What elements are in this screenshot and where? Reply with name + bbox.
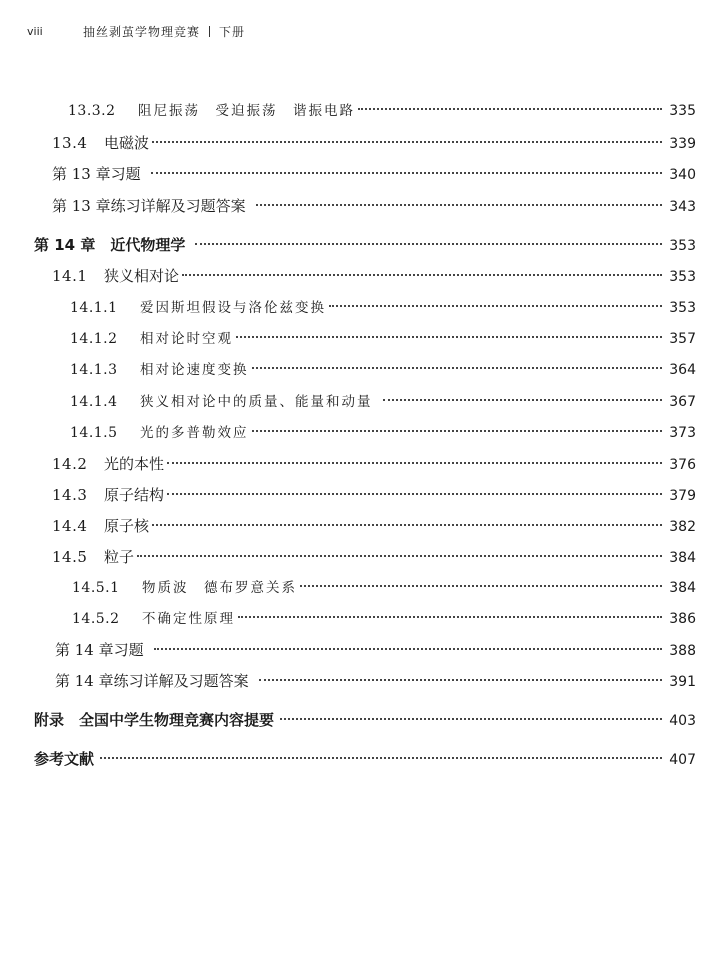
- dot-leader: [151, 172, 662, 174]
- toc-entry-title: 粒子: [104, 548, 135, 566]
- book-title: 抽丝剥茧学物理竞赛: [83, 24, 201, 39]
- toc-entry-page: 384: [669, 550, 696, 566]
- dot-leader: [195, 243, 662, 245]
- toc-entry[interactable]: [72, 576, 696, 600]
- toc-entry-title: 原子核: [104, 517, 150, 535]
- toc-entry-page: 353: [669, 269, 696, 285]
- toc-entry-number: 14.1: [52, 267, 88, 285]
- toc-entry[interactable]: [52, 545, 696, 569]
- toc-entry-page: 403: [669, 713, 696, 729]
- toc-entry-page: 335: [669, 103, 696, 119]
- toc-entry-number: 14.4: [52, 517, 88, 535]
- dot-leader: [167, 493, 662, 495]
- dot-leader: [154, 648, 662, 650]
- toc-entry-page: 339: [669, 136, 696, 152]
- toc-entry-number: 14.1.4: [70, 394, 118, 410]
- toc-entry[interactable]: [52, 162, 696, 186]
- dot-leader: [256, 204, 662, 206]
- toc-entry-page: 367: [669, 394, 696, 410]
- toc-entry-page: 373: [669, 425, 696, 441]
- toc-entry-title: 相对论时空观: [140, 331, 233, 347]
- dot-leader: [100, 757, 662, 759]
- toc-entry-page: 407: [669, 752, 696, 768]
- toc-entry-number: 14.1.5: [70, 425, 118, 441]
- toc-entry-page: 388: [669, 643, 696, 659]
- dot-leader: [252, 430, 663, 432]
- dot-leader: [252, 367, 663, 369]
- toc-entry-title: 原子结构: [104, 486, 165, 504]
- toc-entry[interactable]: [70, 296, 696, 320]
- toc-entry-title: 第 14 章习题: [55, 641, 144, 659]
- toc-entry[interactable]: [70, 327, 696, 351]
- toc-entry[interactable]: [68, 99, 696, 123]
- dot-leader: [383, 399, 663, 401]
- toc-entry-page: 382: [669, 519, 696, 535]
- toc-entry-title: 光的本性: [104, 455, 165, 473]
- toc-entry-page: 353: [669, 238, 696, 254]
- toc-entry-title: 附录 全国中学生物理竞赛内容提要: [34, 711, 275, 729]
- toc-entry[interactable]: [52, 194, 696, 218]
- toc-chapter-entry[interactable]: [34, 233, 696, 257]
- toc-entry[interactable]: [70, 390, 696, 414]
- toc-entry-page: 340: [669, 167, 696, 183]
- toc-references-entry[interactable]: [34, 747, 696, 771]
- dot-leader: [259, 679, 662, 681]
- dot-leader: [300, 585, 662, 587]
- toc-entry[interactable]: [55, 638, 696, 662]
- page-number: viii: [27, 24, 43, 38]
- dot-leader: [236, 336, 662, 338]
- toc-entry-title: 第 14 章练习详解及习题答案: [55, 672, 249, 690]
- toc-entry-page: 386: [669, 611, 696, 627]
- toc-entry-number: 14.1.3: [70, 362, 118, 378]
- toc-entry[interactable]: [52, 131, 696, 155]
- toc-entry-page: 357: [669, 331, 696, 347]
- toc-entry-number: 14.5.2: [72, 611, 120, 627]
- toc-entry-title: 不确定性原理: [142, 611, 235, 627]
- toc-entry-title: 光的多普勒效应: [140, 425, 249, 441]
- toc-entry-title: 爱因斯坦假设与洛伦兹变换: [140, 300, 326, 316]
- toc-entry-number: 13.4: [52, 134, 88, 152]
- toc-entry-page: 343: [669, 199, 696, 215]
- toc-entry-title: 狭义相对论中的质量、能量和动量: [140, 394, 373, 410]
- dot-leader: [152, 141, 662, 143]
- toc-entry-page: 391: [669, 674, 696, 690]
- toc-entry[interactable]: [70, 358, 696, 382]
- toc-entry[interactable]: [52, 452, 696, 476]
- toc-entry-title: 第 13 章习题: [52, 165, 141, 183]
- dot-leader: [182, 274, 662, 276]
- toc-entry[interactable]: [72, 607, 696, 631]
- toc-entry-page: 384: [669, 580, 696, 596]
- dot-leader: [137, 555, 662, 557]
- toc-entry-title: 参考文献: [34, 750, 95, 768]
- toc-entry-number: 14.2: [52, 455, 88, 473]
- toc-entry-number: 14.1.1: [70, 300, 118, 316]
- toc-entry-title: 电磁波: [104, 134, 150, 152]
- toc-entry-title: 相对论速度变换: [140, 362, 249, 378]
- toc-entry[interactable]: [55, 669, 696, 693]
- toc-entry-title: 第 14 章 近代物理学: [34, 236, 186, 254]
- toc-entry-number: 13.3.2: [68, 103, 116, 119]
- toc-appendix-entry[interactable]: [34, 708, 696, 732]
- toc-entry-page: 379: [669, 488, 696, 504]
- toc-entry-title: 第 13 章练习详解及习题答案: [52, 197, 246, 215]
- toc-entry-title: 阻尼振荡 受迫振荡 谐振电路: [138, 103, 355, 119]
- toc-entry-number: 14.5.1: [72, 580, 120, 596]
- toc-entry-title: 物质波 德布罗意关系: [142, 580, 297, 596]
- toc-entry[interactable]: [70, 421, 696, 445]
- dot-leader: [167, 462, 662, 464]
- toc-entry-title: 狭义相对论: [104, 267, 180, 285]
- toc-entry-page: 353: [669, 300, 696, 316]
- dot-leader: [358, 108, 662, 110]
- toc-entry[interactable]: [52, 264, 696, 288]
- toc-entry-number: 14.1.2: [70, 331, 118, 347]
- dot-leader: [329, 305, 662, 307]
- dot-leader: [280, 718, 662, 720]
- toc-entry-number: 14.3: [52, 486, 88, 504]
- toc-entry-number: 14.5: [52, 548, 88, 566]
- dot-leader: [152, 524, 662, 526]
- toc-entry[interactable]: [52, 483, 696, 507]
- toc-entry[interactable]: [52, 514, 696, 538]
- volume-label: 下册: [219, 24, 246, 39]
- toc-entry-page: 376: [669, 457, 696, 473]
- toc-entry-page: 364: [669, 362, 696, 378]
- dot-leader: [238, 616, 662, 618]
